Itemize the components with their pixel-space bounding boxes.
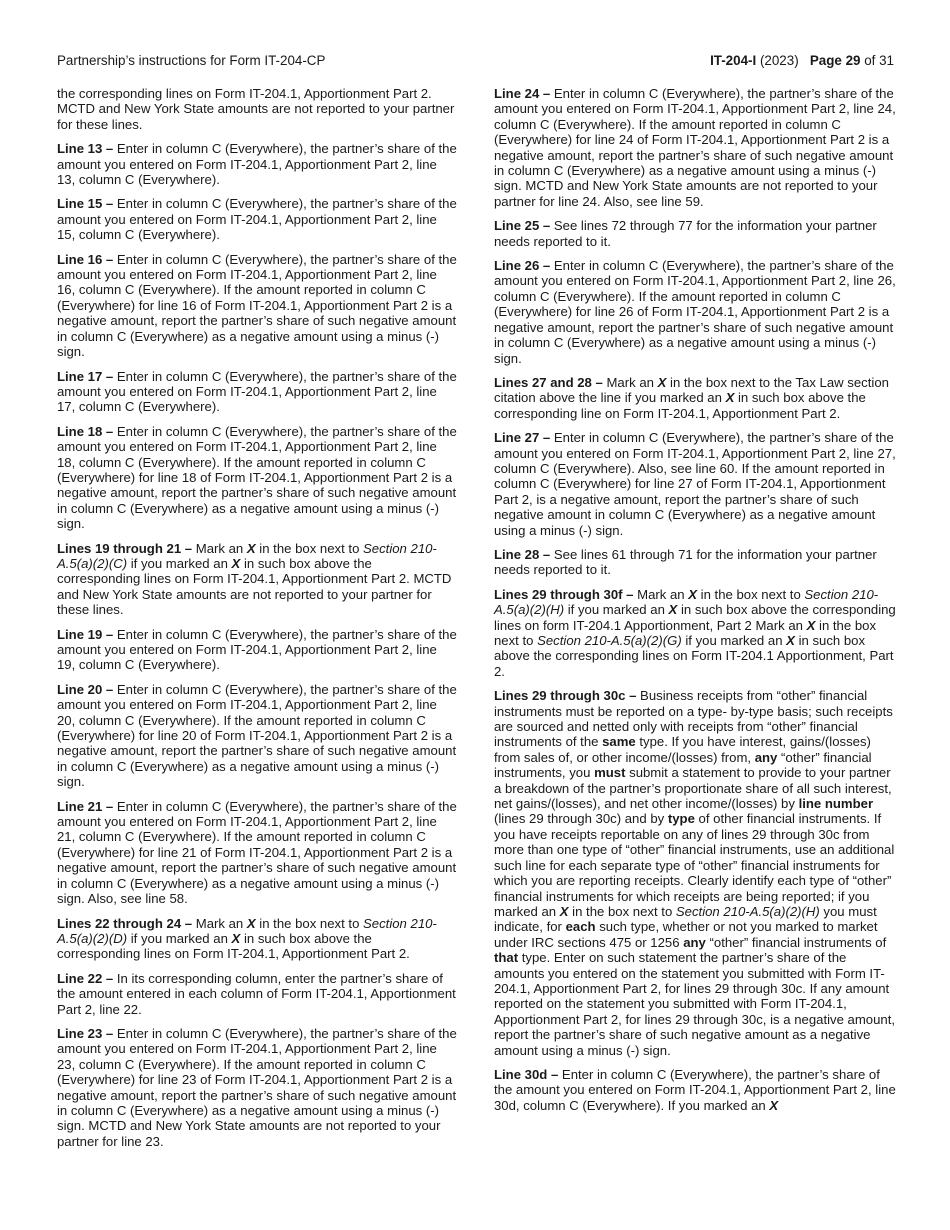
line-26-paragraph: Line 26 – Enter in column C (Everywhere), the partner’s share of the amount you entered on Form IT-204.1, Apportionment Part 2, line 26, column C (Everywhere). If the amount reported in column C (Everywhere) for line 26 of Form IT-204.1, Apportionment Part 2 is a negative amount, report the partner’s share of such negative amount in column C (Everywhere) as a negative amount using a minus (-) sign. — [494, 258, 896, 366]
lines-22-24-paragraph: Lines 22 through 24 – Mark an X in the box next to Section 210-A.5(a)(2)(D) if you marked an X in such box above the corresponding lines on Form IT-204.1, Apportionment Part 2. — [57, 915, 437, 962]
section-citation: Section 210-A.5(a)(2)(D) — [57, 915, 437, 946]
line-18-paragraph: Line 18 – Enter in column C (Everywhere), the partner’s share of the amount you entered on Form IT-204.1, Apportionment Part 2, line 18, column C (Everywhere). If the amount reported in column C (Everywhere) for line 18 of Form IT-204.1, Apportionment Part 2 is a negative amount, report the partner’s share of such negative amount in column C (Everywhere) as a negative amount using a minus (-) sign. — [57, 423, 457, 532]
line-heading: Lines 22 through 24 – — [57, 915, 193, 931]
paragraph-continued: the corresponding lines on Form IT-204.1, Apportionment Part 2. MCTD and New York State amounts are not reported to your partner for these lines. — [57, 86, 455, 132]
lines-19-21-paragraph: Lines 19 through 21 – Mark an X in the box next to Section 210-A.5(a)(2)(C) if you marked an X in such box above the corresponding lines on Form IT-204.1, Apportionment Part 2. MCTD and New York State amounts are not reported to your partner for these lines. — [57, 540, 452, 618]
line-28-paragraph: Line 28 – See lines 61 through 71 for the information your partner needs reported to it. — [494, 546, 877, 578]
left-column — [57, 86, 457, 1158]
line-heading: Line 28 – — [494, 546, 551, 562]
line-16-paragraph: Line 16 – Enter in column C (Everywhere), the partner’s share of the amount you entered on Form IT-204.1, Apportionment Part 2, line 16, column C (Everywhere). If the amount reported in column C (Everywhere) for line 16 of Form IT-204.1, Apportionment Part 2 is a negative amount, report the partner’s share of such negative amount in column C (Everywhere) as a negative amount using a minus (-) sign. — [57, 251, 457, 360]
page-total: of 31 — [864, 53, 894, 68]
section-citation: Section 210-A.5(a)(2)(C) — [57, 540, 437, 571]
line-heading: Line 27 – — [494, 430, 551, 446]
line-heading: Line 24 – — [494, 86, 551, 101]
line-heading: Line 17 – — [57, 368, 114, 384]
header-page-info — [710, 53, 894, 68]
right-column — [494, 86, 896, 1122]
section-citation: Section 210-A.5(a)(2)(H) — [675, 903, 820, 919]
line-heading: Line 20 – — [57, 681, 114, 697]
lines-29-30f-paragraph: Lines 29 through 30f – Mark an X in the box next to Section 210-A.5(a)(2)(H) if you marked an X in such box above the corresponding lines on form IT-204.1 Apportionment, Part 2 Mark an X in the box next to Section 210-A.5(a)(2)(G) if you marked an X in such box above the corresponding lines on Form IT-204.1 Apportionment, Part 2. — [494, 586, 896, 679]
page-header — [57, 53, 894, 71]
line-heading: Line 30d – — [494, 1066, 559, 1082]
line-21-paragraph: Line 21 – Enter in column C (Everywhere), the partner’s share of the amount you entered on Form IT-204.1, Apportionment Part 2, line 21, column C (Everywhere). If the amount reported in column C (Everywhere) for line 21 of Form IT-204.1, Apportionment Part 2 is a negative amount, report the partner’s share of such negative amount in column C (Everywhere) as a negative amount using a minus (-) sign. Also, see line 58. — [57, 798, 457, 907]
line-heading: Line 16 – — [57, 251, 114, 267]
line-30d-paragraph: Line 30d – Enter in column C (Everywhere), the partner’s share of the amount you entered on Form IT-204.1, Apportionment Part 2, line 30d, column C (Everywhere). If you marked an X — [494, 1066, 896, 1113]
line-heading: Line 21 – — [57, 798, 114, 814]
section-citation: Section 210-A.5(a)(2)(H) — [494, 586, 879, 618]
line-heading: Lines 29 through 30c – — [494, 688, 637, 704]
line-19-paragraph: Line 19 – Enter in column C (Everywhere), the partner’s share of the amount you entered on Form IT-204.1, Apportionment Part 2, line 19, column C (Everywhere). — [57, 626, 457, 673]
line-heading: Line 19 – — [57, 626, 114, 642]
header-title: Partnership’s instructions for Form IT-204-CP — [57, 53, 326, 68]
page-number: Page 29 — [809, 53, 861, 68]
form-year: (2023) — [759, 53, 799, 68]
line-heading: Lines 27 and 28 – — [494, 374, 603, 390]
line-17-paragraph: Line 17 – Enter in column C (Everywhere), the partner’s share of the amount you entered on Form IT-204.1, Apportionment Part 2, line 17, column C (Everywhere). — [57, 368, 457, 415]
line-24-paragraph: Line 24 – Enter in column C (Everywhere), the partner’s share of the amount you entered on Form IT-204.1, Apportionment Part 2, line 24, column C (Everywhere). If the amount reported in column C (Everywhere) for line 24 of Form IT-204.1, Apportionment Part 2 is a negative amount, report the partner’s share of such negative amount in column C (Everywhere) as a negative amount using a minus (-) sign. MCTD and New York State amounts are not reported to your partner for line 24. Also, see line 59. — [494, 86, 896, 209]
line-23-paragraph: Line 23 – Enter in column C (Everywhere), the partner’s share of the amount you entered on Form IT-204.1, Apportionment Part 2, line 23, column C (Everywhere). If the amount reported in column C (Everywhere) for line 23 of Form IT-204.1, Apportionment Part 2 is a negative amount, report the partner’s share of such negative amount in column C (Everywhere) as a negative amount using a minus (-) sign. MCTD and New York State amounts are not reported to your partner for line 23. — [57, 1025, 457, 1149]
line-15-paragraph: Line 15 – Enter in column C (Everywhere), the partner’s share of the amount you entered on Form IT-204.1, Apportionment Part 2, line 15, column C (Everywhere). — [57, 196, 457, 243]
line-heading: Lines 29 through 30f – — [494, 586, 634, 602]
line-20-paragraph: Line 20 – Enter in column C (Everywhere), the partner’s share of the amount you entered on Form IT-204.1, Apportionment Part 2, line 20, column C (Everywhere). If the amount reported in column C (Everywhere) for line 20 of Form IT-204.1, Apportionment Part 2 is a negative amount, report the partner’s share of such negative amount in column C (Everywhere) as a negative amount using a minus (-) sign. — [57, 681, 457, 790]
form-id: IT-204-I — [710, 53, 757, 68]
lines-27-28-paragraph: Lines 27 and 28 – Mark an X in the box next to the Tax Law section citation above the line if you marked an X in such box above the corresponding line on Form IT-204.1, Apportionment Part 2. — [494, 374, 889, 421]
line-heading: Line 15 – — [57, 196, 114, 212]
line-heading: Line 25 – — [494, 218, 551, 234]
line-heading: Line 23 – — [57, 1025, 114, 1041]
line-heading: Line 26 – — [494, 258, 551, 274]
line-13-paragraph: Line 13 – Enter in column C (Everywhere), the partner’s share of the amount you entered on Form IT-204.1, Apportionment Part 2, line 13, column C (Everywhere). — [57, 141, 457, 188]
line-heading: Line 18 – — [57, 423, 114, 439]
line-25-paragraph: Line 25 – See lines 72 through 77 for the information your partner needs reported to it. — [494, 218, 877, 249]
line-heading: Line 13 – — [57, 141, 114, 157]
line-27-paragraph: Line 27 – Enter in column C (Everywhere), the partner’s share of the amount you entered on Form IT-204.1, Apportionment Part 2, line 27, column C (Everywhere). Also, see line 60. If the amount reported in column C (Everywhere) for line 27 of Form IT-204.1, Apportionment Part 2, is a negative amount, report the partner’s share of such negative amount in column C (Everywhere) as a negative amount using a minus (-) sign. — [494, 430, 896, 538]
lines-29-30c-paragraph: Lines 29 through 30c – Business receipts from “other” financial instruments must be reported on a type- by-type basis; such receipts are sourced and netted only with receipts from “other” financial instruments of the same type. If you have interest, gains/(losses) from sales of, or other income/(losses) from, any “other” financial instruments, you must submit a statement to provide to your partner a breakdown of the partner’s proportionate share of all such interest, net gains/(losses), and net other income/(losses) by line number (lines 29 through 30c) and by type of other financial instruments. If you have receipts reportable on any of lines 29 through 30c from more than one type of “other” financial instruments, use an additional such line for each separate type of “other” financial instruments for which you are reporting receipts. Clearly identify each type of “other” financial instruments for which receipts are being reported; if you marked an X in the box next to Section 210-A.5(a)(2)(H) you must indicate, for each such type, whether or not you marked to market under IRC sections 475 or 1256 any “other” financial instruments of that type. Enter on such statement the partner’s share of the amounts you entered on the statement you submitted with Form IT-204.1, Apportionment Part 2, for lines 29 through 30c. If any amount reported on the statement you submitted with Form IT-204.1, Apportionment Part 2, for lines 29 through 30c, is a negative amount, report the partner’s share of such negative amount as a negative amount using a minus (-) sign. — [494, 688, 896, 1058]
line-heading: Line 22 – — [57, 970, 114, 986]
section-citation: Section 210-A.5(a)(2)(G) — [537, 633, 682, 648]
line-heading: Lines 19 through 21 – — [57, 540, 193, 556]
line-22-paragraph: Line 22 – In its corresponding column, enter the partner’s share of the amount entered in each column of Form IT-204.1, Apportionment Part 2, line 22. — [57, 970, 456, 1017]
